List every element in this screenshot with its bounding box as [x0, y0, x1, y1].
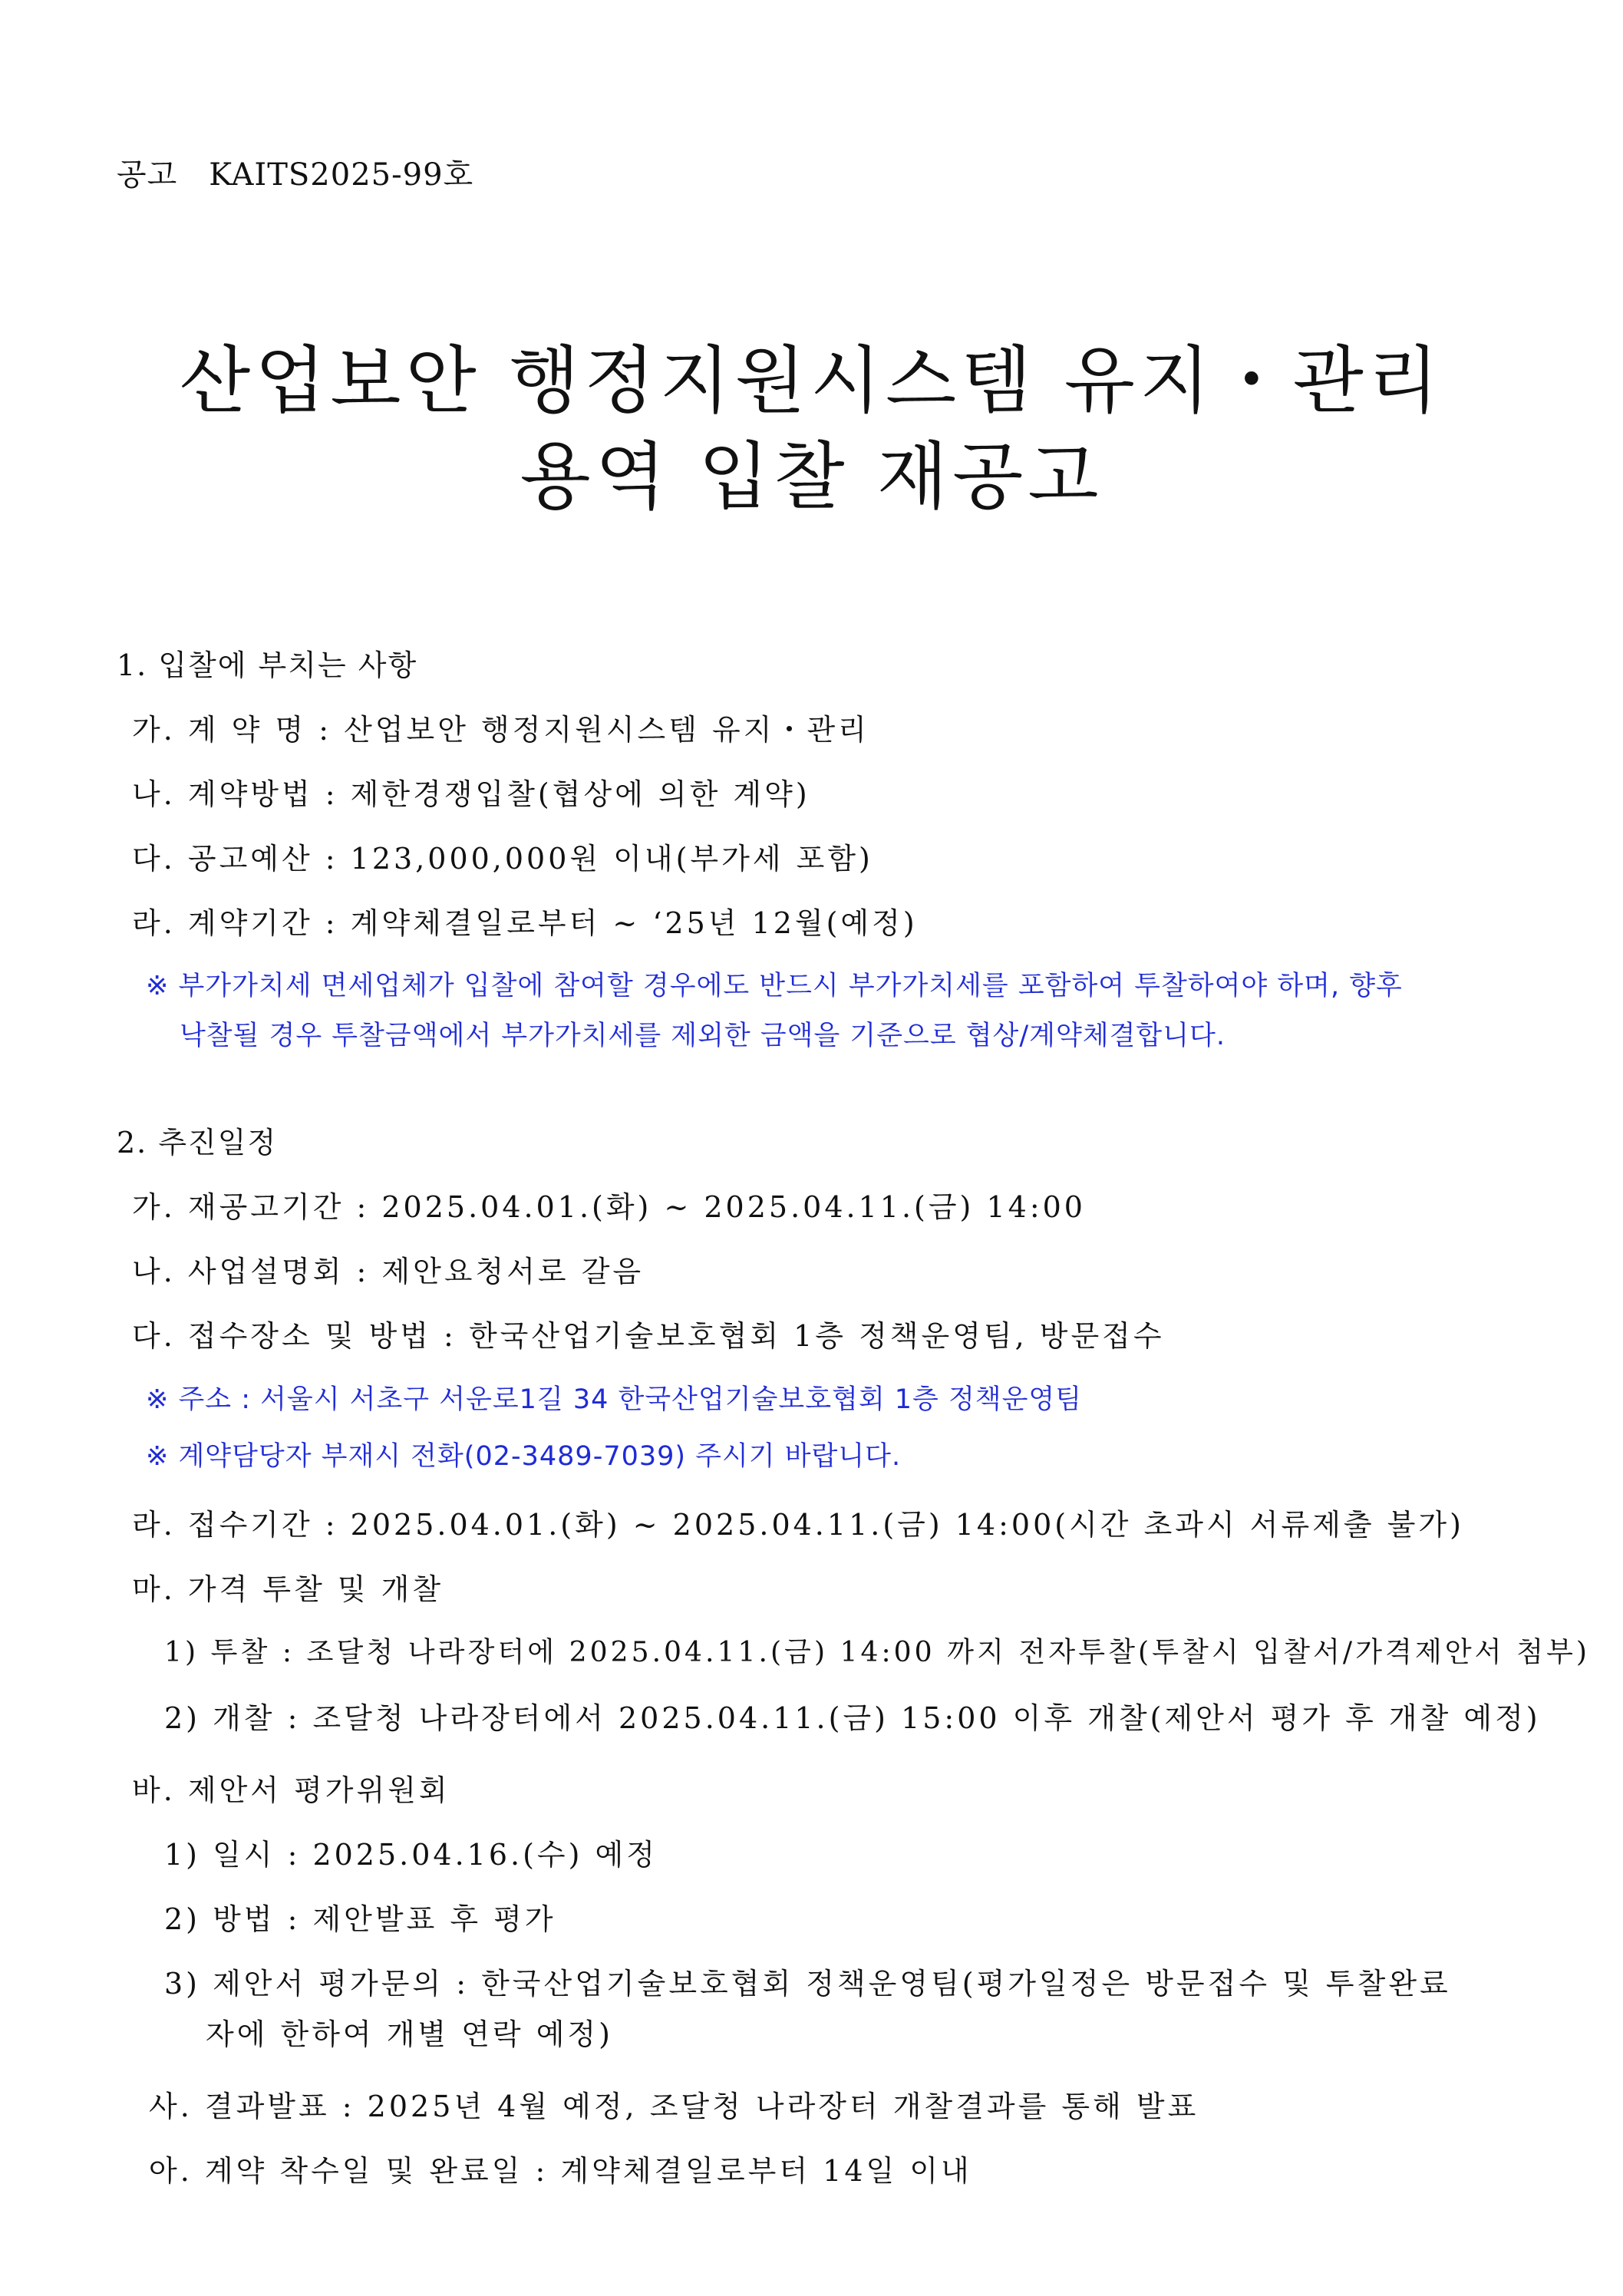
bidding-opening-item: 마. 가격 투찰 및 개찰 — [132, 1572, 444, 1606]
contract-method-item: 나. 계약방법 : 제한경쟁입찰(협상에 의한 계약) — [132, 777, 810, 811]
result-announcement-item: 사. 결과발표 : 2025년 4월 예정, 조달청 나라장터 개찰결과를 통해 발표 — [149, 2090, 1199, 2123]
submission-period-item: 라. 접수기간 : 2025.04.01.(화) ~ 2025.04.11.(금) 14:00(시간 초과시 서류제출 불가) — [132, 1508, 1464, 1542]
vat-note-line1: ※ 부가가치세 면세업체가 입찰에 참여할 경우에도 반드시 부가가치세를 포함하여 투찰하여야 하며, 향후 — [146, 971, 1403, 1001]
opening-subitem: 2) 개찰 : 조달청 나라장터에서 2025.04.11.(금) 15:00 이후 개찰(제안서 평가 후 개찰 예정) — [164, 1701, 1541, 1735]
document-title-line1: 산업보안 행정지원시스템 유지・관리 — [179, 338, 1443, 424]
evaluation-inquiry-subitem-line2: 자에 한하여 개별 연락 예정) — [206, 2017, 613, 2051]
contact-note: ※ 계약담당자 부재시 전화(02-3489-7039) 주시기 바랍니다. — [146, 1441, 902, 1472]
address-note: ※ 주소 : 서울시 서초구 서운로1길 34 한국산업기술보호협회 1층 정책운영팀 — [146, 1384, 1083, 1415]
evaluation-inquiry-subitem-line1: 3) 제안서 평가문의 : 한국산업기술보호협회 정책운영팀(평가일정은 방문접수 및 투찰완료 — [164, 1967, 1451, 2001]
bidding-subitem: 1) 투찰 : 조달청 나라장터에 2025.04.11.(금) 14:00 까지 전자투찰(투찰시 입찰서/가격제안서 첨부) — [164, 1635, 1590, 1668]
vat-note-line2: 낙찰될 경우 투찰금액에서 부가가치세를 제외한 금액을 기준으로 협상/계약체결합니다. — [180, 1021, 1225, 1051]
evaluation-method-subitem: 2) 방법 : 제안발표 후 평가 — [164, 1902, 556, 1936]
re-notice-period-item: 가. 재공고기간 : 2025.04.01.(화) ~ 2025.04.11.(금) 14:00 — [132, 1190, 1086, 1224]
contract-start-end-item: 아. 계약 착수일 및 완료일 : 계약체결일로부터 14일 이내 — [149, 2154, 972, 2188]
notice-number: 공고 KAITS2025-99호 — [117, 157, 474, 193]
briefing-item: 나. 사업설명회 : 제안요청서로 갈음 — [132, 1255, 645, 1288]
evaluation-committee-item: 바. 제안서 평가위원회 — [132, 1773, 450, 1807]
contract-period-item: 라. 계약기간 : 계약체결일로부터 ~ ‘25년 12월(예정) — [132, 906, 918, 940]
section2-heading: 2. 추진일정 — [117, 1126, 278, 1160]
submission-place-item: 다. 접수장소 및 방법 : 한국산업기술보호협회 1층 정책운영팀, 방문접수 — [132, 1319, 1165, 1353]
document-title-line2: 용역 입찰 재공고 — [520, 434, 1103, 520]
budget-item: 다. 공고예산 : 123,000,000원 이내(부가세 포함) — [132, 842, 873, 876]
section1-heading: 1. 입찰에 부치는 사항 — [117, 648, 418, 682]
contract-name-item: 가. 계 약 명 : 산업보안 행정지원시스템 유지・관리 — [132, 713, 869, 747]
evaluation-date-subitem: 1) 일시 : 2025.04.16.(수) 예정 — [164, 1838, 658, 1872]
